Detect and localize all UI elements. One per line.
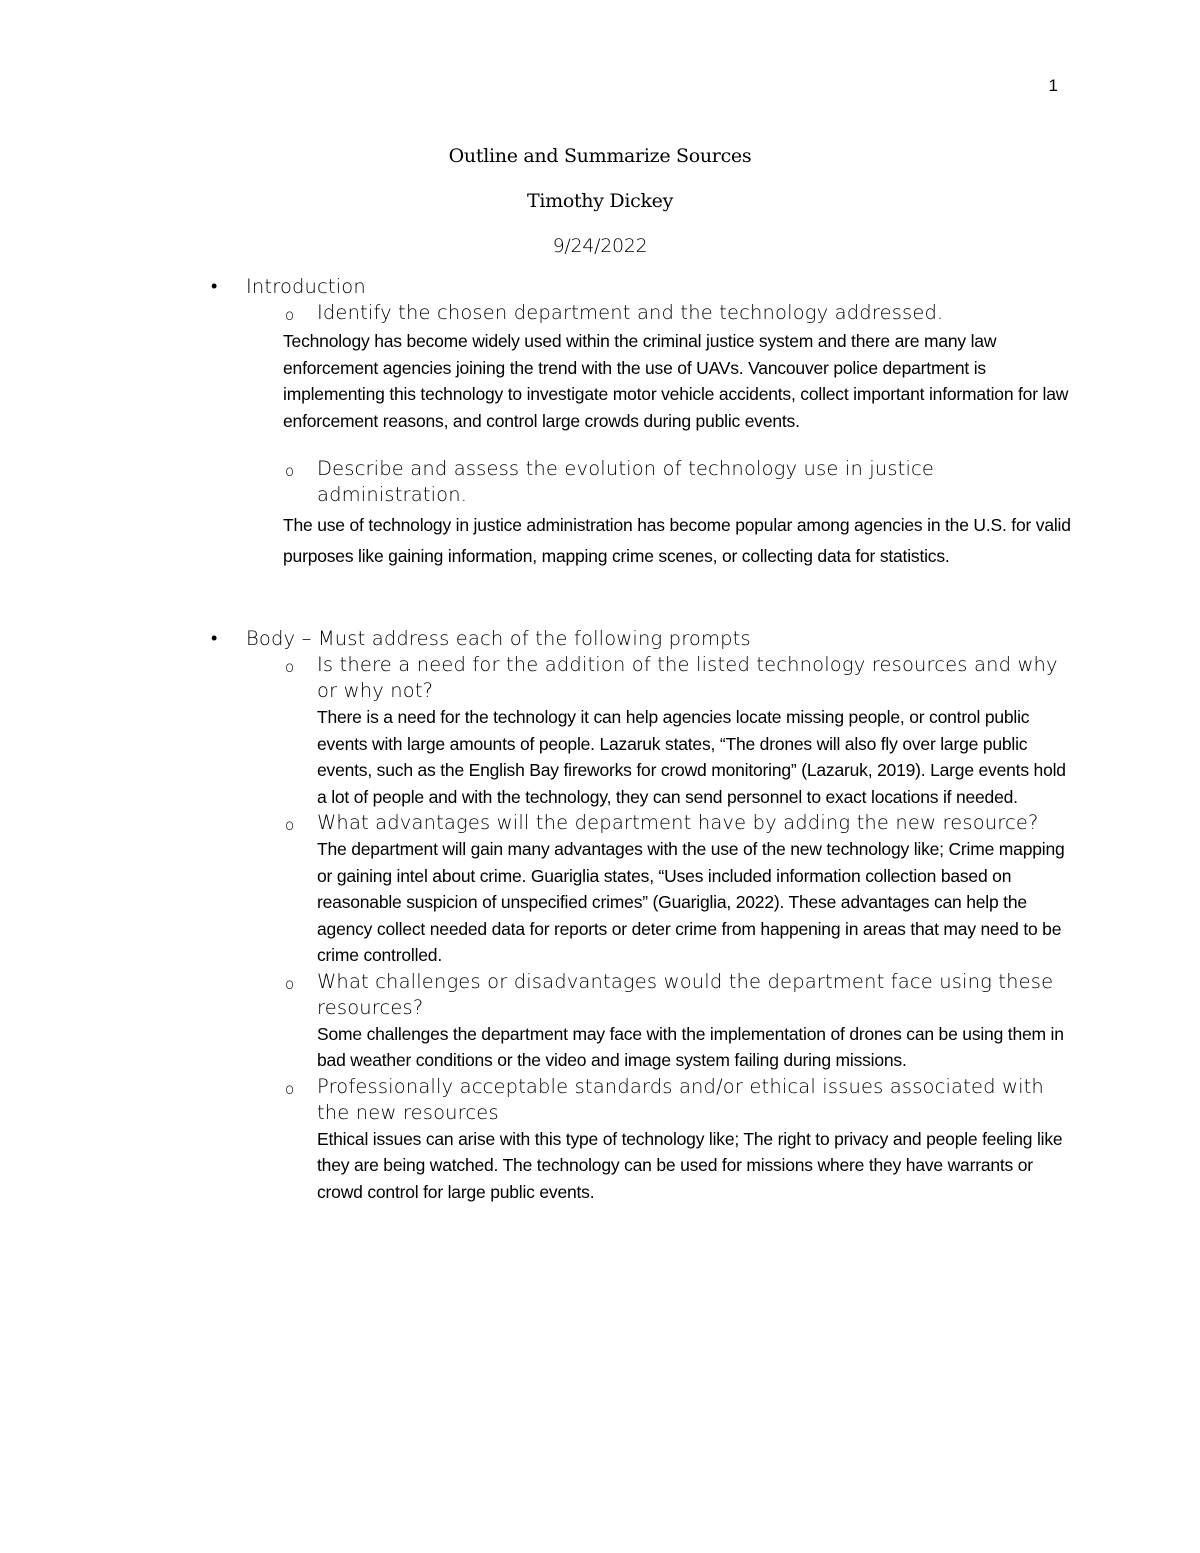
outline-prompt xyxy=(205,969,1075,1021)
sub-bullet-icon: o xyxy=(285,658,295,676)
answer-text: Some challenges the department may face with the implementation of drones can be using them in bad weather conditions or the video and image system failing during missions. xyxy=(317,1023,1064,1070)
outline-prompt xyxy=(205,810,1075,836)
outline-prompt xyxy=(205,300,1075,326)
prompt-text: Identify the chosen department and the technology addressed. xyxy=(317,301,944,324)
answer-text: The use of technology in justice administration has become popular among agencies in the U.S. for valid purposes like gaining information, mapping crime scenes, or collecting data for statistics. xyxy=(283,515,1071,566)
prompt-text: Professionally acceptable standards and/or ethical issues associated with the new resources xyxy=(317,1074,1044,1124)
outline-prompt xyxy=(205,456,1075,508)
outline-section-body xyxy=(205,626,1075,652)
sub-bullet-icon: o xyxy=(285,816,295,834)
bullet-icon: • xyxy=(211,628,218,649)
outline-prompt xyxy=(205,1074,1075,1126)
sub-bullet-icon: o xyxy=(285,974,295,993)
answer-text: There is a need for the technology it can help agencies locate missing people, or control public events with large amounts of people. Lazaruk states, “The drones will also fly over large public events, such as the English Bay fireworks for crowd monitoring” (Lazaruk, 2019). Large events hold a lot of people and with the technology, they can send personnel to exact locations if needed. xyxy=(317,707,1066,807)
sub-bullet-icon: o xyxy=(285,1079,295,1098)
answer-text: Technology has become widely used within the criminal justice system and there are many law enforcement agencies joining the trend with the use of UAVs. Vancouver police department is implementing this technology to investigate motor vehicle accidents, collect important information for law enforcement reasons, and control large crowds during public events. xyxy=(283,331,1069,431)
document-header xyxy=(0,140,1200,275)
document-title: Outline and Summarize Sources xyxy=(448,145,752,167)
prompt-text: Describe and assess the evolution of technology use in justice administration. xyxy=(317,457,935,506)
outline xyxy=(205,274,1075,1205)
author-name: Timothy Dickey xyxy=(526,190,674,212)
outline-prompt xyxy=(205,652,1075,704)
section-heading: Introduction xyxy=(246,275,366,298)
prompt-text: What challenges or disadvantages would the department face using these resources? xyxy=(317,969,1054,1019)
prompt-text: What advantages will the department have by adding the new resource? xyxy=(317,811,1039,834)
answer-text: Ethical issues can arise with this type of technology like; The right to privacy and people feeling like they are being watched. The technology can be used for missions where they have warrants or crowd control for large public events. xyxy=(317,1128,1063,1202)
document-date: 9/24/2022 xyxy=(552,235,648,257)
page-number: 1 xyxy=(1048,76,1058,95)
outline-section-introduction xyxy=(205,274,1075,300)
sub-bullet-icon: o xyxy=(285,306,295,324)
sub-bullet-icon: o xyxy=(285,462,295,480)
answer-text: The department will gain many advantages with the use of the new technology like; Crime mapping or gaining intel about crime. Guariglia states, “Uses included information collection based on reasonable suspicion of unspecified crimes” (Guariglia, 2022). These advantages can help the agency collect needed data for reports or deter crime from happening in areas that may need to be crime controlled. xyxy=(317,839,1065,965)
prompt-text: Is there a need for the addition of the listed technology resources and why or why not? xyxy=(317,653,1058,702)
section-heading: Body – Must address each of the following prompts xyxy=(246,627,751,650)
bullet-icon: • xyxy=(211,276,218,297)
